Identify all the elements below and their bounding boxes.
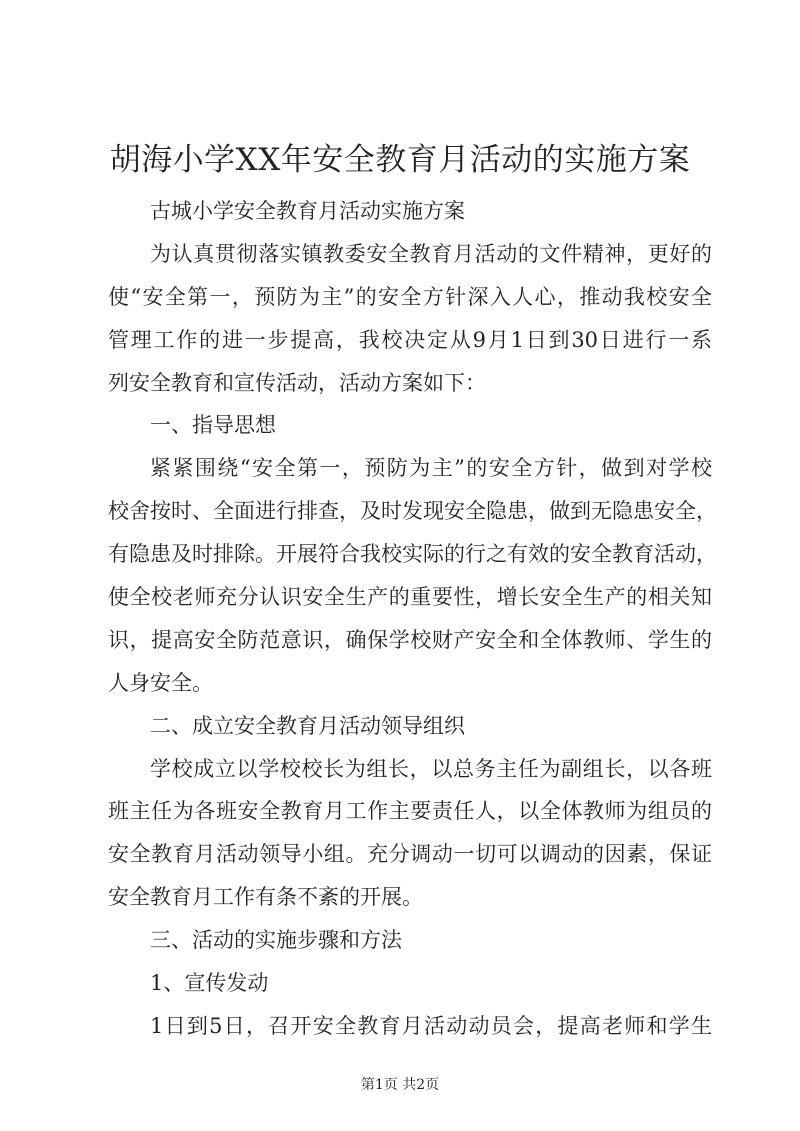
document-title: 胡海小学XX年安全教育月活动的实施方案 xyxy=(109,142,691,178)
text-line: 为认真贯彻落实镇教委安全教育月活动的文件精神，更好的 xyxy=(150,241,712,266)
text-line: 班主任为各班安全教育月工作主要责任人，以全体教师为组员的 xyxy=(108,799,712,824)
text-line: 二、成立安全教育月活动领导组织 xyxy=(150,713,465,738)
text-line: 列安全教育和宣传活动，活动方案如下： xyxy=(108,370,486,395)
text-line: 人身安全。 xyxy=(108,670,213,695)
text-line: 有隐患及时排除。开展符合我校实际的行之有效的安全教育活动， xyxy=(108,542,717,567)
text-line: 一、指导思想 xyxy=(150,413,276,438)
document-body xyxy=(108,190,717,1048)
text-line: 校舍按时、全面进行排查，及时发现安全隐患，做到无隐患安全， xyxy=(108,499,717,524)
text-line: 使全校老师充分认识安全生产的重要性，增长安全生产的相关知 xyxy=(108,585,712,610)
text-line: 古城小学安全教育月活动实施方案 xyxy=(150,199,465,223)
text-line: 三、活动的实施步骤和方法 xyxy=(150,928,402,953)
text-line: 学校成立以学校校长为组长，以总务主任为副组长，以各班 xyxy=(150,756,712,781)
text-line: 紧紧围绕“安全第一，预防为主”的安全方针，做到对学校 xyxy=(150,456,712,481)
text-line: 安全教育月活动领导小组。充分调动一切可以调动的因素，保证 xyxy=(108,842,712,867)
text-line: 1、宣传发动 xyxy=(150,971,269,996)
text-line: 识，提高安全防范意识，确保学校财产安全和全体教师、学生的 xyxy=(108,627,712,652)
text-line: 使“安全第一，预防为主”的安全方针深入人心，推动我校安全 xyxy=(108,284,712,309)
text-line: 管理工作的进一步提高，我校决定从9月1日到30日进行一系 xyxy=(108,327,712,352)
text-line: 安全教育月工作有条不紊的开展。 xyxy=(108,885,423,910)
page-footer: 第1页 共2页 xyxy=(360,1077,440,1093)
text-line: 1日到5日，召开安全教育月活动动员会，提高老师和学生 xyxy=(150,1013,712,1038)
